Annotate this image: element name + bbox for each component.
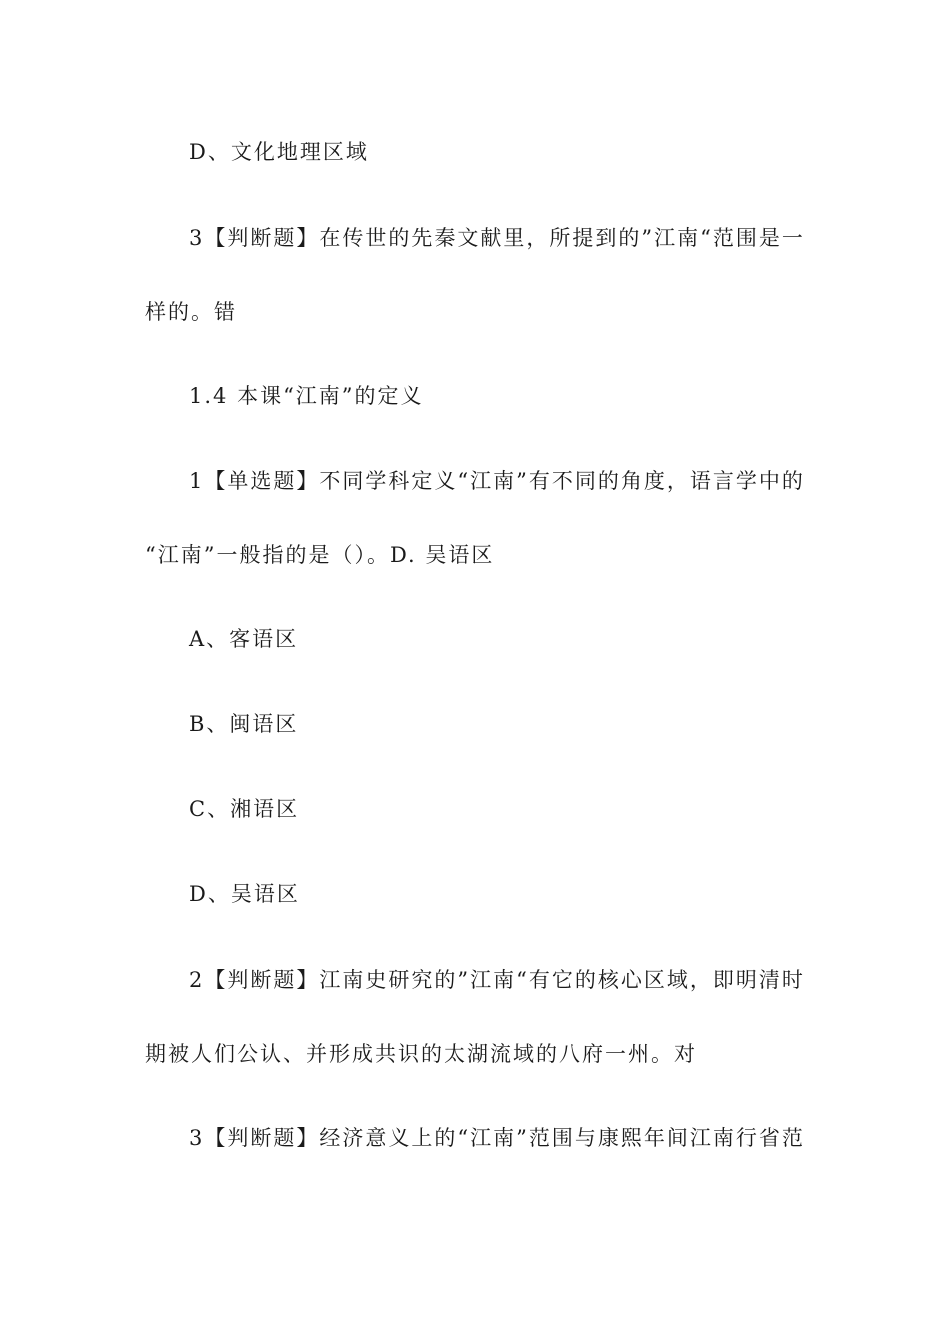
question-1-line-1: 1【单选题】不同学科定义“江南”有不同的角度，语言学中的 — [189, 469, 805, 493]
section-heading: 1.4 本课“江南”的定义 — [189, 384, 424, 408]
question-1-line-2: “江南”一般指的是（）。D. 吴语区 — [145, 543, 495, 567]
option-a-line: A、客语区 — [189, 627, 299, 651]
question-2-line-1: 2【判断题】江南史研究的”江南“有它的核心区域，即明清时 — [189, 968, 805, 992]
question-2-line-2: 期被人们公认、并形成共识的太湖流域的八府一州。对 — [145, 1042, 697, 1066]
question-3-line-1: 3【判断题】在传世的先秦文献里，所提到的”江南“范围是一 — [189, 226, 805, 250]
question-3-line-2: 样的。错 — [145, 300, 237, 324]
option-b-line: B、闽语区 — [189, 712, 299, 736]
option-d-line-2: D、吴语区 — [189, 882, 300, 906]
option-c-line: C、湘语区 — [189, 797, 300, 821]
option-d-line: D、文化地理区域 — [189, 140, 369, 164]
question-3b-line-1: 3【判断题】经济意义上的“江南”范围与康熙年间江南行省范 — [189, 1126, 805, 1150]
